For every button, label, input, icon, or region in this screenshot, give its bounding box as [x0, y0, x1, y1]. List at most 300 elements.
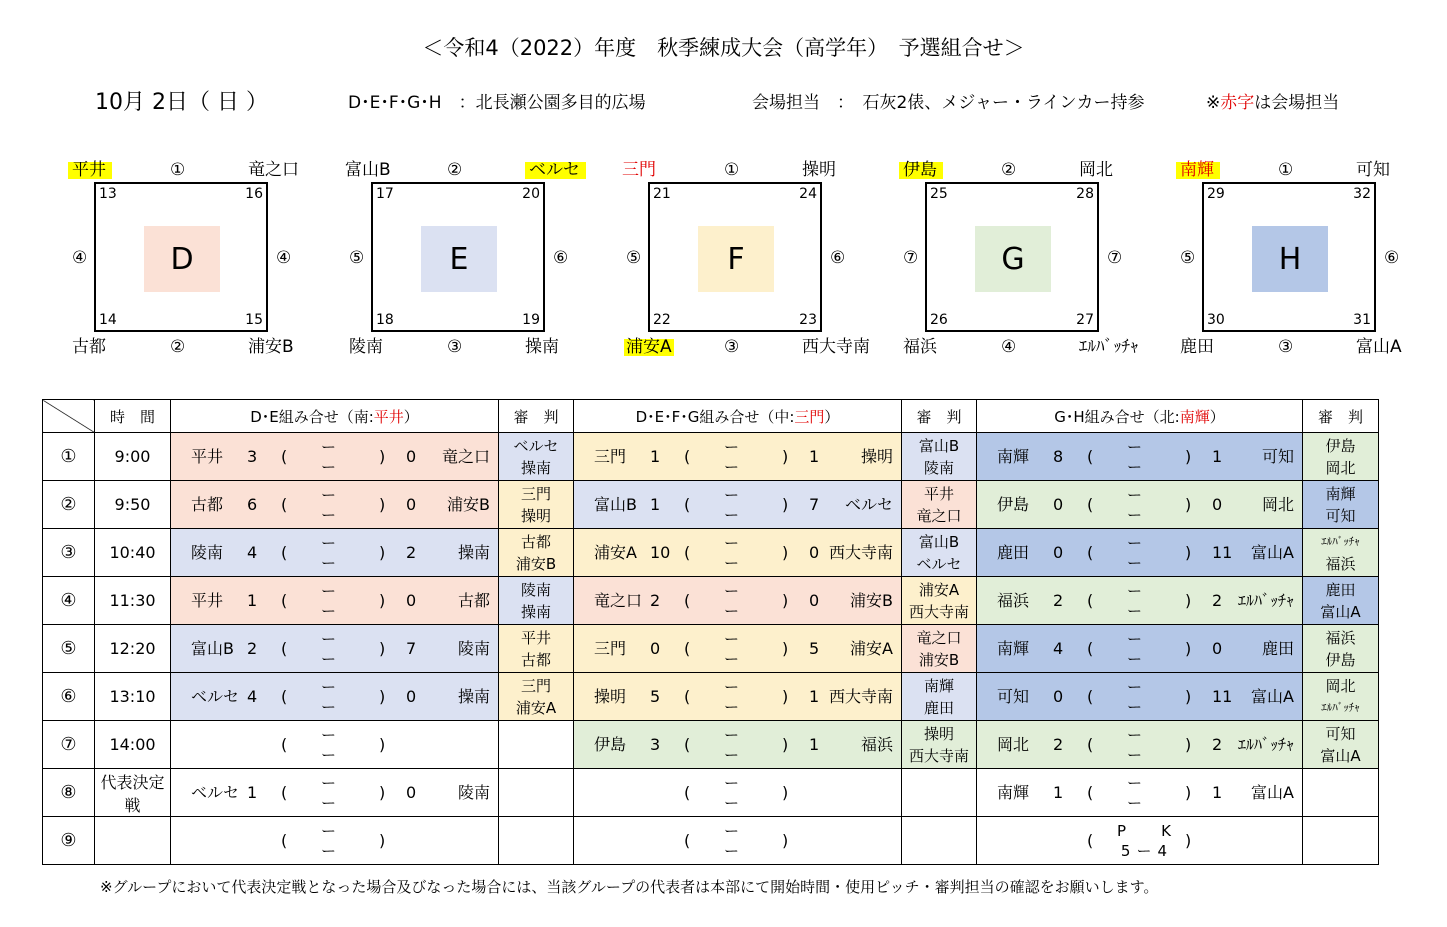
referee-2: 浦安A	[515, 698, 557, 717]
paren-open: (	[684, 782, 691, 802]
team-home: 操明	[594, 686, 627, 706]
match-cell	[574, 769, 902, 817]
paren-close: )	[782, 686, 789, 706]
dash-top: ー	[724, 773, 740, 792]
field-label-mr: ⑥	[830, 248, 846, 268]
referee-2: 操南	[520, 458, 551, 477]
field-letter: E	[421, 226, 497, 292]
match	[574, 481, 901, 528]
team-home: 富山B	[191, 638, 234, 658]
score-home: 1	[1053, 782, 1064, 802]
referee-1: 鹿田	[1325, 580, 1356, 599]
referee-teams	[902, 435, 976, 479]
team-home: 陵南	[191, 542, 224, 562]
team-away: 福浜	[860, 734, 893, 754]
paren-close: )	[1185, 542, 1192, 562]
field-letter: D	[144, 226, 220, 292]
match	[171, 673, 498, 720]
dash-bottom: ー	[724, 793, 740, 812]
referee-cell	[902, 769, 977, 817]
score-home: 1	[247, 782, 258, 802]
paren-close: )	[782, 446, 789, 466]
header-defg-duty: 三門	[794, 407, 825, 426]
field-label-bl: 陵南	[349, 337, 383, 357]
field-label-tl: 富山B	[345, 160, 391, 180]
score-away: 1	[809, 686, 820, 706]
venue-duty: 会場担当 ： 石灰2俵、メジャー・ラインカー持参	[752, 93, 1145, 113]
header-ref-2: 審 判	[902, 400, 977, 433]
team-home: 古都	[191, 494, 224, 514]
referee-2: 富山A	[1320, 602, 1361, 621]
paren-open: (	[1087, 782, 1094, 802]
score-away: 0	[406, 782, 417, 802]
score-away: 0	[406, 446, 417, 466]
match-cell	[977, 625, 1303, 673]
referee-2: 古都	[520, 650, 551, 669]
match-no: ⑨	[43, 817, 95, 865]
team-away: 陵南	[457, 638, 490, 658]
paren-close: )	[379, 494, 386, 514]
referee-teams	[1303, 579, 1378, 623]
score-dash	[724, 769, 739, 816]
paren-close: )	[379, 734, 386, 754]
referee-2: 福浜	[1325, 554, 1356, 573]
team-away: 浦安B	[850, 590, 893, 610]
score-away: 0	[809, 590, 820, 610]
field-label-tr: 竜之口	[248, 160, 299, 180]
score-away: 7	[809, 494, 820, 514]
paren-open: (	[1087, 686, 1094, 706]
field-label-bc: ②	[170, 337, 186, 357]
table-row	[43, 529, 1379, 577]
paren-open: (	[281, 686, 288, 706]
field-label-tc: ①	[170, 160, 186, 180]
paren-open: (	[684, 830, 691, 850]
dash-bottom: ー	[321, 649, 337, 668]
field-label-ml: ⑤	[626, 248, 642, 268]
note-red-text: 赤字	[1220, 93, 1255, 113]
referee-1: 富山B	[918, 532, 960, 551]
paren-open: (	[1087, 590, 1094, 610]
paren-open: (	[281, 590, 288, 610]
referee-cell	[499, 817, 574, 865]
match-no: ④	[43, 577, 95, 625]
referee-1: ｴﾙﾊﾞｯﾁｬ	[1321, 534, 1360, 548]
paren-close: )	[782, 734, 789, 754]
score-away: 0	[1212, 494, 1223, 514]
dash-top: ー	[724, 533, 740, 552]
referee-cell	[902, 433, 977, 481]
score-home: 1	[650, 494, 661, 514]
pitch-number: 19	[522, 312, 540, 328]
table-row	[43, 433, 1379, 481]
referee-cell	[1303, 673, 1379, 721]
pitch-number: 30	[1207, 312, 1225, 328]
referee-cell	[902, 481, 977, 529]
pk-label-p: P	[1117, 821, 1127, 840]
team-home: 竜之口	[594, 590, 643, 610]
field-label-tr: 岡北	[1079, 160, 1113, 180]
team-away: 西大寺南	[828, 686, 893, 706]
paren-close: )	[1185, 830, 1192, 850]
field-label-tr: ベルセ	[525, 162, 586, 179]
paren-open: (	[281, 638, 288, 658]
match	[977, 817, 1302, 864]
field-label-ml: ⑤	[349, 248, 365, 268]
referee-teams	[902, 627, 976, 671]
paren-open: (	[281, 782, 288, 802]
dash-bottom: ー	[724, 505, 740, 524]
page-title: ＜令和4（2022）年度 秋季練成大会（高学年） 予選組合せ＞	[422, 36, 1025, 60]
referee-1: 富山B	[918, 436, 960, 455]
paren-open: (	[684, 446, 691, 466]
match	[171, 625, 498, 672]
referee-1: 陵南	[520, 580, 551, 599]
pitch-number: 28	[1076, 186, 1094, 202]
team-away: 岡北	[1261, 494, 1294, 514]
score-dash	[724, 577, 739, 624]
referee-cell	[902, 577, 977, 625]
score-home: 1	[650, 446, 661, 466]
field-label-mr: ⑥	[553, 248, 569, 268]
team-home: ベルセ	[191, 782, 240, 802]
header-gh	[977, 400, 1303, 433]
table-row	[43, 625, 1379, 673]
paren-close: )	[1185, 590, 1192, 610]
referee-cell	[1303, 529, 1379, 577]
pitch-number: 20	[522, 186, 540, 202]
table-row	[43, 481, 1379, 529]
team-home: 平井	[191, 590, 224, 610]
dash-top: ー	[724, 437, 740, 456]
match-no: ⑤	[43, 625, 95, 673]
paren-close: )	[1185, 446, 1192, 466]
score-home: 3	[650, 734, 661, 754]
dash-bottom: ー	[724, 745, 740, 764]
field-label-bc: ③	[724, 337, 740, 357]
score-home: 8	[1053, 446, 1064, 466]
referee-2: ベルセ	[916, 554, 962, 573]
dash-top: ー	[724, 485, 740, 504]
score-dash	[321, 481, 336, 528]
pitch-number: 26	[930, 312, 948, 328]
match-cell	[171, 673, 499, 721]
dash-bottom: ー	[321, 841, 337, 860]
match	[977, 577, 1302, 624]
table-row	[43, 673, 1379, 721]
dash-top: ー	[321, 725, 337, 744]
match-time: 13:10	[95, 673, 171, 721]
table-row	[43, 721, 1379, 769]
match	[574, 625, 901, 672]
pk-dash: ー	[1136, 841, 1152, 860]
match-time: 代表決定戦	[95, 769, 171, 817]
paren-close: )	[1185, 782, 1192, 802]
team-home: ベルセ	[191, 686, 240, 706]
table-row	[43, 817, 1379, 865]
schedule-table	[42, 399, 1379, 865]
header-de-close: ）	[403, 407, 419, 426]
score-away: 0	[406, 686, 417, 706]
field-label-br: 操南	[525, 337, 559, 357]
pk-score-away: 4	[1157, 841, 1167, 860]
field-e	[371, 182, 545, 332]
venue-note	[1206, 95, 1339, 112]
referee-teams	[1303, 723, 1378, 767]
paren-open: (	[281, 830, 288, 850]
dash-bottom: ー	[321, 601, 337, 620]
score-away: 11	[1212, 686, 1233, 706]
team-away: 鹿田	[1261, 638, 1294, 658]
paren-close: )	[782, 542, 789, 562]
match	[171, 817, 498, 864]
header-de-text: D･E組み合せ（南:	[250, 407, 374, 426]
referee-1: 福浜	[1325, 628, 1356, 647]
match-cell	[171, 529, 499, 577]
score-dash	[1127, 529, 1142, 576]
header-defg-text: D･E･F･G組み合せ（中:	[635, 407, 795, 426]
score-away: 2	[1212, 590, 1223, 610]
paren-open: (	[1087, 830, 1094, 850]
paren-close: )	[1185, 686, 1192, 706]
score-home: 2	[1053, 590, 1064, 610]
match-time: 12:20	[95, 625, 171, 673]
dash-bottom: ー	[1127, 793, 1143, 812]
referee-2: 竜之口	[916, 506, 962, 525]
score-away: 0	[406, 494, 417, 514]
paren-close: )	[782, 782, 789, 802]
pitch-number: 21	[653, 186, 671, 202]
field-label-bc: ④	[1001, 337, 1017, 357]
match-cell	[171, 433, 499, 481]
field-label-tc: ②	[1001, 160, 1017, 180]
score-home: 0	[1053, 542, 1064, 562]
field-label-ml: ④	[72, 248, 88, 268]
pitch-number: 32	[1353, 186, 1371, 202]
field-label-ml: ⑤	[1180, 248, 1196, 268]
team-away: 可知	[1261, 446, 1294, 466]
match-cell	[574, 529, 902, 577]
paren-open: (	[281, 494, 288, 514]
score-home: 2	[247, 638, 258, 658]
field-label-mr: ④	[276, 248, 292, 268]
pitch-number: 15	[245, 312, 263, 328]
match-no: ⑥	[43, 673, 95, 721]
referee-teams	[1303, 435, 1378, 479]
header-ref-3: 審 判	[1303, 400, 1379, 433]
dash-bottom: ー	[321, 793, 337, 812]
match-cell	[977, 481, 1303, 529]
team-away: ｴﾙﾊﾞｯﾁｬ	[1237, 734, 1294, 754]
match-time	[95, 817, 171, 865]
header-time: 時 間	[95, 400, 171, 433]
referee-teams	[902, 579, 976, 623]
score-home: 0	[1053, 494, 1064, 514]
score-dash	[1127, 721, 1142, 768]
match-cell	[171, 577, 499, 625]
match	[977, 529, 1302, 576]
field-label-tl: 伊島	[899, 162, 943, 179]
team-home: 伊島	[997, 494, 1030, 514]
team-home: 三門	[594, 446, 627, 466]
field-label-tc: ①	[724, 160, 740, 180]
match-cell	[171, 481, 499, 529]
dash-top: ー	[724, 677, 740, 696]
score-away: 2	[406, 542, 417, 562]
score-dash	[1117, 817, 1171, 864]
referee-teams	[499, 483, 573, 527]
match	[171, 577, 498, 624]
score-away: 1	[809, 446, 820, 466]
referee-teams	[499, 675, 573, 719]
dash-bottom: ー	[1127, 457, 1143, 476]
match-no: ⑧	[43, 769, 95, 817]
field-label-br: 浦安B	[248, 337, 294, 357]
referee-cell	[902, 673, 977, 721]
score-dash	[1127, 625, 1142, 672]
referee-1: 平井	[923, 484, 954, 503]
dash-bottom: ー	[1127, 601, 1143, 620]
paren-open: (	[281, 446, 288, 466]
match-cell	[574, 481, 902, 529]
match-cell	[977, 721, 1303, 769]
paren-close: )	[379, 686, 386, 706]
score-away: 5	[809, 638, 820, 658]
score-dash	[1127, 577, 1142, 624]
score-away: 1	[1212, 446, 1223, 466]
referee-cell	[1303, 481, 1379, 529]
dash-top: ー	[321, 533, 337, 552]
match	[171, 721, 498, 768]
referee-1: 岡北	[1325, 676, 1356, 695]
pitch-number: 18	[376, 312, 394, 328]
paren-open: (	[684, 734, 691, 754]
header-defg-close: ）	[824, 407, 840, 426]
field-label-ml: ⑦	[903, 248, 919, 268]
dash-top: ー	[321, 773, 337, 792]
paren-open: (	[684, 686, 691, 706]
score-dash	[724, 481, 739, 528]
score-dash	[321, 529, 336, 576]
footnote: ※グループにおいて代表決定戦となった場合及びなった場合には、当該グループの代表者は本部にて開始時間・使用ピッチ・審判担当の確認をお願いします。	[100, 878, 1159, 896]
team-home: 平井	[191, 446, 224, 466]
referee-cell	[1303, 433, 1379, 481]
referee-1: 三門	[520, 484, 551, 503]
score-dash	[1127, 481, 1142, 528]
referee-1: 可知	[1325, 724, 1356, 743]
score-dash	[724, 817, 739, 864]
team-away: 富山A	[1251, 542, 1294, 562]
dash-top: ー	[321, 581, 337, 600]
field-label-br: 富山A	[1356, 337, 1402, 357]
dash-top: ー	[321, 677, 337, 696]
dash-bottom: ー	[321, 505, 337, 524]
header-gh-text: G･H組み合せ（北:	[1054, 407, 1180, 426]
team-home: 南輝	[997, 638, 1030, 658]
dash-top: ー	[724, 581, 740, 600]
score-dash	[321, 817, 336, 864]
referee-teams	[499, 579, 573, 623]
score-dash	[321, 769, 336, 816]
score-home: 2	[650, 590, 661, 610]
team-home: 浦安A	[594, 542, 637, 562]
header-gh-duty: 南輝	[1179, 407, 1210, 426]
header-de	[171, 400, 499, 433]
match-cell	[977, 673, 1303, 721]
score-dash	[321, 433, 336, 480]
dash-bottom: ー	[321, 745, 337, 764]
paren-open: (	[1087, 542, 1094, 562]
match-time: 11:30	[95, 577, 171, 625]
dash-top: ー	[321, 629, 337, 648]
pk-row-score	[1121, 841, 1167, 861]
dash-bottom: ー	[1127, 553, 1143, 572]
match-cell	[171, 817, 499, 865]
referee-2: 操南	[520, 602, 551, 621]
referee-cell	[1303, 625, 1379, 673]
referee-2: 陵南	[923, 458, 954, 477]
score-away: 7	[406, 638, 417, 658]
header-gh-close: ）	[1209, 407, 1225, 426]
field-label-bl: 福浜	[903, 337, 937, 357]
paren-close: )	[1185, 494, 1192, 514]
referee-cell	[499, 433, 574, 481]
team-away: 竜之口	[441, 446, 490, 466]
match-cell	[171, 721, 499, 769]
score-away: 2	[1212, 734, 1223, 754]
referee-teams	[1303, 483, 1378, 527]
match-time: 14:00	[95, 721, 171, 769]
referee-2: 西大寺南	[908, 602, 969, 621]
referee-teams	[1303, 675, 1378, 719]
match-time: 10:40	[95, 529, 171, 577]
dash-top: ー	[1127, 773, 1143, 792]
paren-open: (	[684, 494, 691, 514]
dash-top: ー	[1127, 725, 1143, 744]
match	[574, 721, 901, 768]
score-dash	[321, 673, 336, 720]
team-home: 南輝	[997, 782, 1030, 802]
table-row	[43, 577, 1379, 625]
referee-teams	[902, 723, 976, 767]
paren-open: (	[1087, 494, 1094, 514]
dash-top: ー	[1127, 629, 1143, 648]
referee-teams	[902, 675, 976, 719]
field-g	[925, 182, 1099, 332]
dash-bottom: ー	[1127, 697, 1143, 716]
referee-cell	[1303, 817, 1379, 865]
referee-teams	[1303, 627, 1378, 671]
dash-bottom: ー	[724, 553, 740, 572]
paren-open: (	[684, 590, 691, 610]
referee-1: 平井	[520, 628, 551, 647]
paren-open: (	[1087, 446, 1094, 466]
referee-teams	[902, 531, 976, 575]
pitch-number: 22	[653, 312, 671, 328]
field-label-tr: 操明	[802, 160, 836, 180]
match	[574, 577, 901, 624]
referee-cell	[499, 625, 574, 673]
pitch-number: 31	[1353, 312, 1371, 328]
dash-top: ー	[1127, 677, 1143, 696]
paren-close: )	[1185, 734, 1192, 754]
referee-teams	[1303, 531, 1378, 575]
paren-open: (	[281, 734, 288, 754]
dash-bottom: ー	[321, 553, 337, 572]
match	[977, 625, 1302, 672]
score-home: 1	[247, 590, 258, 610]
score-home: 0	[650, 638, 661, 658]
